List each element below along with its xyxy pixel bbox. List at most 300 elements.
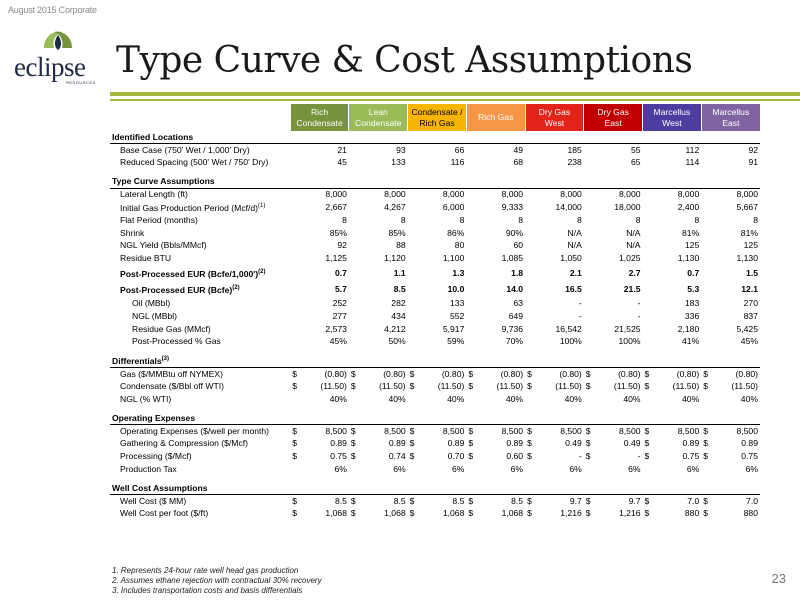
cell-value: 8 bbox=[400, 214, 406, 225]
value-text: 8.5 bbox=[511, 495, 524, 506]
cell-value: 6% bbox=[510, 464, 524, 475]
cell-value bbox=[584, 380, 643, 393]
cell-value: 5.3 bbox=[687, 283, 700, 294]
cell-value bbox=[466, 495, 525, 508]
row-label: Reduced Spacing (500' Wet / 750' Dry) bbox=[120, 157, 269, 168]
cell-value: 8,000 bbox=[501, 189, 524, 200]
value-text: - bbox=[637, 451, 641, 462]
cell-value bbox=[290, 438, 349, 451]
cell-value: 1,120 bbox=[384, 253, 406, 264]
table-body bbox=[110, 131, 760, 520]
currency-symbol: $ bbox=[644, 381, 650, 392]
currency-symbol: $ bbox=[527, 508, 532, 519]
cell-value: 85% bbox=[329, 227, 347, 238]
currency-symbol: $ bbox=[409, 451, 415, 462]
currency-symbol: $ bbox=[644, 438, 650, 449]
currency-symbol: $ bbox=[527, 425, 532, 436]
cell-value: 66 bbox=[454, 144, 465, 155]
cell-value: 6% bbox=[451, 464, 465, 475]
table-row bbox=[110, 393, 760, 406]
value-text: 0.89 bbox=[447, 438, 465, 449]
cell-value bbox=[584, 495, 643, 508]
cell-value: 8.5 bbox=[393, 283, 406, 294]
row-label: Gas ($/MMBtu off NYMEX) bbox=[120, 368, 223, 379]
cell-value: 8 bbox=[694, 214, 700, 225]
value-text: (0.80) bbox=[559, 368, 582, 379]
cell-value: 16,542 bbox=[555, 323, 582, 334]
value-text: 9.7 bbox=[628, 495, 641, 506]
value-text: - bbox=[578, 451, 582, 462]
currency-symbol: $ bbox=[409, 438, 415, 449]
cell-value: 40% bbox=[447, 394, 465, 405]
cell-value: 9,333 bbox=[501, 201, 524, 212]
table-row bbox=[110, 227, 760, 240]
column-header-3: Condensate / Rich Gas bbox=[408, 104, 467, 131]
logo-subtitle: RESOURCES bbox=[66, 80, 96, 85]
table-row bbox=[110, 281, 760, 297]
cell-value: 70% bbox=[505, 336, 524, 347]
cell-value: 65 bbox=[630, 157, 641, 168]
cell-value: 6% bbox=[393, 464, 406, 475]
cell-value: 2.7 bbox=[628, 267, 641, 278]
footnote-3: 3. Includes transportation costs and basis differentials bbox=[112, 586, 303, 595]
cell-value: 8 bbox=[518, 214, 524, 225]
cell-value: 59% bbox=[447, 336, 465, 347]
cell-value: 125 bbox=[684, 240, 700, 251]
cell-value: 100% bbox=[559, 336, 582, 347]
currency-symbol: $ bbox=[703, 495, 709, 506]
footnotes bbox=[112, 566, 322, 596]
cell-value: 60 bbox=[513, 240, 524, 251]
currency-symbol: $ bbox=[292, 495, 297, 506]
cell-value: 8,000 bbox=[442, 189, 465, 200]
cell-value bbox=[290, 380, 349, 393]
report-date: August 2015 Corporate bbox=[8, 5, 97, 15]
title-rule-thick bbox=[110, 92, 800, 96]
cell-value: 1,100 bbox=[442, 253, 465, 264]
section-title: Differentials$^{(3)}$ bbox=[110, 354, 760, 367]
cell-value bbox=[408, 380, 467, 393]
table-row bbox=[110, 239, 760, 252]
cell-value: 40% bbox=[682, 394, 700, 405]
table-row bbox=[110, 380, 760, 393]
currency-symbol: $ bbox=[409, 368, 415, 379]
cell-value: 6% bbox=[569, 464, 582, 475]
table-row bbox=[110, 265, 760, 281]
table-row bbox=[110, 368, 760, 381]
cell-value: 116 bbox=[450, 157, 465, 168]
cell-value: 5,425 bbox=[736, 323, 758, 334]
section-header-row bbox=[110, 482, 760, 495]
currency-symbol: $ bbox=[644, 495, 650, 506]
currency-symbol: $ bbox=[292, 381, 297, 392]
cell-value bbox=[408, 508, 467, 521]
currency-symbol: $ bbox=[468, 495, 474, 506]
value-text: 8.5 bbox=[393, 495, 406, 506]
value-text: 0.75 bbox=[741, 451, 758, 462]
company-logo bbox=[14, 22, 100, 85]
currency-symbol: $ bbox=[703, 438, 709, 449]
currency-symbol: $ bbox=[527, 495, 532, 506]
cell-value: 2,180 bbox=[677, 323, 700, 334]
currency-symbol: $ bbox=[409, 495, 415, 506]
column-header-5: Dry Gas West bbox=[525, 104, 584, 131]
row-label: Processing ($/Mcf) bbox=[120, 451, 192, 462]
value-text: (0.80) bbox=[618, 368, 641, 379]
cell-value: 1,085 bbox=[501, 253, 524, 264]
row-label: Residue Gas (MMcf) bbox=[132, 323, 211, 334]
cell-value: 92 bbox=[748, 144, 758, 155]
cell-value: 63 bbox=[513, 297, 524, 308]
value-text: 8,500 bbox=[384, 425, 406, 436]
currency-symbol: $ bbox=[350, 438, 356, 449]
value-text: 1,216 bbox=[560, 508, 582, 519]
cell-value: 185 bbox=[567, 144, 582, 155]
cell-value bbox=[701, 380, 760, 393]
footnote-1: 1. Represents 24-hour rate well head gas production bbox=[112, 566, 299, 575]
cell-value: 114 bbox=[685, 157, 700, 168]
cell-value: 5,917 bbox=[442, 323, 465, 334]
cell-value: 8,000 bbox=[325, 189, 347, 200]
row-label: Post-Processed EUR (Bcfe)$^{(2)}$ bbox=[120, 284, 240, 295]
currency-symbol: $ bbox=[350, 425, 356, 436]
cell-value: 252 bbox=[332, 297, 347, 308]
value-text: (11.50) bbox=[496, 381, 524, 392]
cell-value: 649 bbox=[508, 310, 524, 321]
value-text: 0.49 bbox=[623, 438, 641, 449]
cell-value: 8,000 bbox=[736, 189, 758, 200]
cell-value: N/A bbox=[567, 240, 582, 251]
column-header-row bbox=[110, 104, 760, 131]
row-label: Lateral Length (ft) bbox=[120, 189, 188, 200]
cell-value: 0.7 bbox=[687, 267, 700, 278]
value-text: (11.50) bbox=[555, 381, 582, 392]
cell-value: 6,000 bbox=[442, 201, 465, 212]
column-header-6: Dry Gas East bbox=[584, 104, 643, 131]
column-header-7: Marcellus West bbox=[643, 104, 702, 131]
cell-value: 1,130 bbox=[736, 253, 758, 264]
cell-value: 1.8 bbox=[511, 267, 524, 278]
section-title: Type Curve Assumptions bbox=[110, 175, 760, 188]
table-row bbox=[110, 335, 760, 348]
value-text: (0.80) bbox=[324, 368, 347, 379]
cell-value: 40% bbox=[740, 394, 758, 405]
value-text: 1,216 bbox=[619, 508, 641, 519]
cell-value bbox=[349, 380, 408, 393]
currency-symbol: $ bbox=[292, 508, 297, 519]
currency-symbol: $ bbox=[527, 438, 532, 449]
value-text: 7.0 bbox=[687, 495, 700, 506]
section-header-row bbox=[110, 175, 760, 188]
cell-value bbox=[584, 450, 643, 463]
cell-value: 21 bbox=[337, 144, 347, 155]
cell-value bbox=[408, 368, 467, 381]
value-text: (0.80) bbox=[500, 368, 524, 379]
value-text: 1,068 bbox=[501, 508, 524, 519]
row-label: NGL (% WTI) bbox=[120, 394, 172, 405]
cell-value bbox=[525, 508, 584, 521]
cell-value: 45% bbox=[740, 336, 758, 347]
currency-symbol: $ bbox=[292, 438, 297, 449]
cell-value: 40% bbox=[388, 394, 406, 405]
table-row bbox=[110, 495, 760, 508]
cell-value: N/A bbox=[626, 227, 641, 238]
cell-value: 81% bbox=[740, 227, 758, 238]
table-row bbox=[110, 310, 760, 323]
table-row bbox=[110, 425, 760, 438]
column-header-2: Lean Condensate bbox=[349, 104, 408, 131]
row-label: Gathering & Compression ($/Mcf) bbox=[120, 438, 248, 449]
value-text: (11.50) bbox=[672, 381, 700, 392]
currency-symbol: $ bbox=[644, 425, 650, 436]
cell-value bbox=[349, 450, 408, 463]
table-row bbox=[110, 214, 760, 227]
row-label: Post-Processed EUR (Bcfe/1,000')$^{(2)}$ bbox=[120, 268, 266, 279]
section-title: Identified Locations bbox=[110, 131, 760, 144]
cell-value: 68 bbox=[513, 157, 524, 168]
cell-value bbox=[701, 495, 760, 508]
value-text: 880 bbox=[743, 508, 758, 519]
cell-value: - bbox=[578, 297, 582, 308]
cell-value: 14,000 bbox=[555, 201, 582, 212]
cell-value: 80 bbox=[454, 240, 465, 251]
cell-value bbox=[466, 438, 525, 451]
currency-symbol: $ bbox=[468, 381, 474, 392]
value-text: 8,500 bbox=[619, 425, 641, 436]
table-row bbox=[110, 323, 760, 336]
cell-value: 5.7 bbox=[334, 283, 347, 294]
cell-value: 40% bbox=[505, 394, 524, 405]
cell-value: 183 bbox=[684, 297, 700, 308]
row-label: Well Cost ($ MM) bbox=[120, 495, 187, 506]
cell-value: 8,000 bbox=[619, 189, 641, 200]
cell-value: 4,267 bbox=[384, 201, 406, 212]
value-text: 0.89 bbox=[388, 438, 406, 449]
currency-symbol: $ bbox=[409, 381, 415, 392]
currency-symbol: $ bbox=[644, 508, 650, 519]
cell-value bbox=[643, 380, 702, 393]
cell-value bbox=[584, 425, 643, 438]
cell-value bbox=[466, 450, 525, 463]
currency-symbol: $ bbox=[350, 368, 356, 379]
value-text: 0.60 bbox=[506, 451, 524, 462]
currency-symbol: $ bbox=[644, 451, 650, 462]
cell-value bbox=[525, 368, 584, 381]
currency-symbol: $ bbox=[409, 508, 415, 519]
table-row bbox=[110, 188, 760, 201]
cell-value bbox=[584, 438, 643, 451]
value-text: (0.80) bbox=[676, 368, 700, 379]
currency-symbol: $ bbox=[703, 451, 709, 462]
cell-value: 6% bbox=[686, 464, 700, 475]
value-text: 0.89 bbox=[330, 438, 347, 449]
currency-symbol: $ bbox=[350, 495, 356, 506]
section-header-row bbox=[110, 131, 760, 144]
cell-value: 1,130 bbox=[677, 253, 700, 264]
section-header-row bbox=[110, 412, 760, 425]
currency-symbol: $ bbox=[585, 438, 591, 449]
cell-value: - bbox=[637, 310, 641, 321]
currency-symbol: $ bbox=[585, 495, 591, 506]
currency-symbol: $ bbox=[350, 451, 356, 462]
cell-value: 1,050 bbox=[560, 253, 582, 264]
cell-value: 49 bbox=[513, 144, 524, 155]
cell-value bbox=[349, 495, 408, 508]
cell-value: 8,000 bbox=[384, 189, 406, 200]
value-text: (11.50) bbox=[437, 381, 465, 392]
cell-value: 12.1 bbox=[741, 283, 758, 294]
row-label: Well Cost per foot ($/ft) bbox=[120, 508, 209, 519]
cell-value bbox=[290, 425, 349, 438]
currency-symbol: $ bbox=[585, 451, 591, 462]
cell-value: 45 bbox=[337, 157, 347, 168]
currency-symbol: $ bbox=[292, 451, 297, 462]
cell-value: 1.3 bbox=[452, 267, 465, 278]
cell-value: 16.5 bbox=[565, 283, 582, 294]
currency-symbol: $ bbox=[585, 381, 591, 392]
cell-value: N/A bbox=[626, 240, 641, 251]
currency-symbol: $ bbox=[468, 368, 474, 379]
cell-value: 0.7 bbox=[334, 267, 347, 278]
cell-value: 238 bbox=[567, 157, 582, 168]
currency-symbol: $ bbox=[703, 368, 709, 379]
cell-value bbox=[349, 425, 408, 438]
page-number: 23 bbox=[771, 571, 786, 586]
value-text: 8,500 bbox=[677, 425, 700, 436]
cell-value: 55 bbox=[630, 144, 641, 155]
value-text: 9.7 bbox=[569, 495, 582, 506]
row-label: NGL (MBbl) bbox=[132, 310, 178, 321]
cell-value bbox=[408, 438, 467, 451]
value-text: 8,500 bbox=[325, 425, 347, 436]
row-label: Initial Gas Production Period $(Mcf/d)^{(1)}$ bbox=[120, 202, 266, 213]
cell-value: 2,667 bbox=[325, 201, 347, 212]
value-text: 0.89 bbox=[741, 438, 758, 449]
value-text: 880 bbox=[684, 508, 700, 519]
value-text: (11.50) bbox=[613, 381, 641, 392]
value-text: 0.70 bbox=[447, 451, 465, 462]
cell-value bbox=[643, 368, 702, 381]
cell-value bbox=[408, 450, 467, 463]
cell-value: 90% bbox=[505, 227, 524, 238]
column-header-1: Rich Condensate bbox=[290, 104, 349, 131]
cell-value: 91 bbox=[748, 157, 758, 168]
value-text: 0.89 bbox=[506, 438, 524, 449]
currency-symbol: $ bbox=[468, 438, 474, 449]
cell-value: 21.5 bbox=[623, 283, 641, 294]
cell-value: 8 bbox=[577, 214, 582, 225]
cell-value: 6% bbox=[628, 464, 641, 475]
column-header-8: Marcellus East bbox=[701, 104, 760, 131]
cell-value: 8 bbox=[753, 214, 758, 225]
cell-value: 8 bbox=[342, 214, 347, 225]
cell-value: 434 bbox=[391, 310, 406, 321]
cell-value: 81% bbox=[682, 227, 700, 238]
cell-value: 552 bbox=[450, 310, 465, 321]
cell-value: 18,000 bbox=[614, 201, 641, 212]
cell-value: 4,212 bbox=[384, 323, 406, 334]
cell-value bbox=[290, 508, 349, 521]
cell-value: 270 bbox=[743, 297, 758, 308]
value-text: (0.80) bbox=[383, 368, 406, 379]
value-text: (11.50) bbox=[731, 381, 758, 392]
cell-value: 1.5 bbox=[746, 267, 758, 278]
cell-value bbox=[408, 425, 467, 438]
currency-symbol: $ bbox=[350, 508, 356, 519]
cell-value bbox=[584, 368, 643, 381]
cell-value: 1.1 bbox=[393, 267, 406, 278]
cell-value bbox=[643, 495, 702, 508]
cell-value: 336 bbox=[684, 310, 700, 321]
cell-value bbox=[701, 438, 760, 451]
cell-value: 5,667 bbox=[736, 201, 758, 212]
cell-value bbox=[525, 495, 584, 508]
value-text: 8,500 bbox=[501, 425, 524, 436]
cell-value: 1,025 bbox=[619, 253, 641, 264]
currency-symbol: $ bbox=[292, 368, 297, 379]
cell-value: 112 bbox=[685, 144, 700, 155]
cell-value: - bbox=[637, 297, 641, 308]
cell-value: 133 bbox=[391, 157, 406, 168]
cell-value: 9,736 bbox=[501, 323, 524, 334]
value-text: (11.50) bbox=[379, 381, 406, 392]
cell-value bbox=[584, 508, 643, 521]
table-row bbox=[110, 157, 760, 170]
value-text: 0.75 bbox=[330, 451, 347, 462]
cell-value bbox=[290, 368, 349, 381]
row-label: Condensate ($/Bbl off WTI) bbox=[120, 381, 224, 392]
cell-value: 8 bbox=[635, 214, 641, 225]
table-row bbox=[110, 252, 760, 265]
cell-value: 10.0 bbox=[447, 283, 465, 294]
currency-symbol: $ bbox=[527, 451, 532, 462]
cell-value: N/A bbox=[567, 227, 582, 238]
cell-value: 41% bbox=[682, 336, 700, 347]
currency-symbol: $ bbox=[703, 508, 709, 519]
table-row bbox=[110, 297, 760, 310]
currency-symbol: $ bbox=[585, 368, 591, 379]
row-label: Post-Processed % Gas bbox=[132, 336, 221, 347]
cell-value: 88 bbox=[396, 240, 406, 251]
row-label: Base Case (750' Wet / 1,000' Dry) bbox=[120, 144, 250, 155]
cell-value bbox=[466, 425, 525, 438]
table-row bbox=[110, 450, 760, 463]
cell-value: - bbox=[578, 310, 582, 321]
cell-value: 45% bbox=[329, 336, 347, 347]
cell-value: 6% bbox=[745, 464, 758, 475]
value-text: (11.50) bbox=[320, 381, 347, 392]
cell-value: 40% bbox=[329, 394, 347, 405]
cell-value bbox=[525, 438, 584, 451]
value-text: 8,500 bbox=[736, 425, 758, 436]
table-row bbox=[110, 463, 760, 476]
cell-value: 2,400 bbox=[677, 201, 700, 212]
cell-value: 8 bbox=[459, 214, 465, 225]
cell-value bbox=[466, 368, 525, 381]
section-header-row bbox=[110, 354, 760, 367]
cell-value: 50% bbox=[388, 336, 406, 347]
column-header-4: Rich Gas bbox=[466, 104, 525, 131]
section-title: Well Cost Assumptions bbox=[110, 482, 760, 495]
cell-value: 14.0 bbox=[506, 283, 524, 294]
cell-value bbox=[643, 508, 702, 521]
cell-value bbox=[290, 495, 349, 508]
cell-value: 8,000 bbox=[677, 189, 700, 200]
cell-value bbox=[701, 508, 760, 521]
cell-value: 92 bbox=[337, 240, 347, 251]
value-text: 7.0 bbox=[746, 495, 758, 506]
cell-value: 837 bbox=[743, 310, 758, 321]
